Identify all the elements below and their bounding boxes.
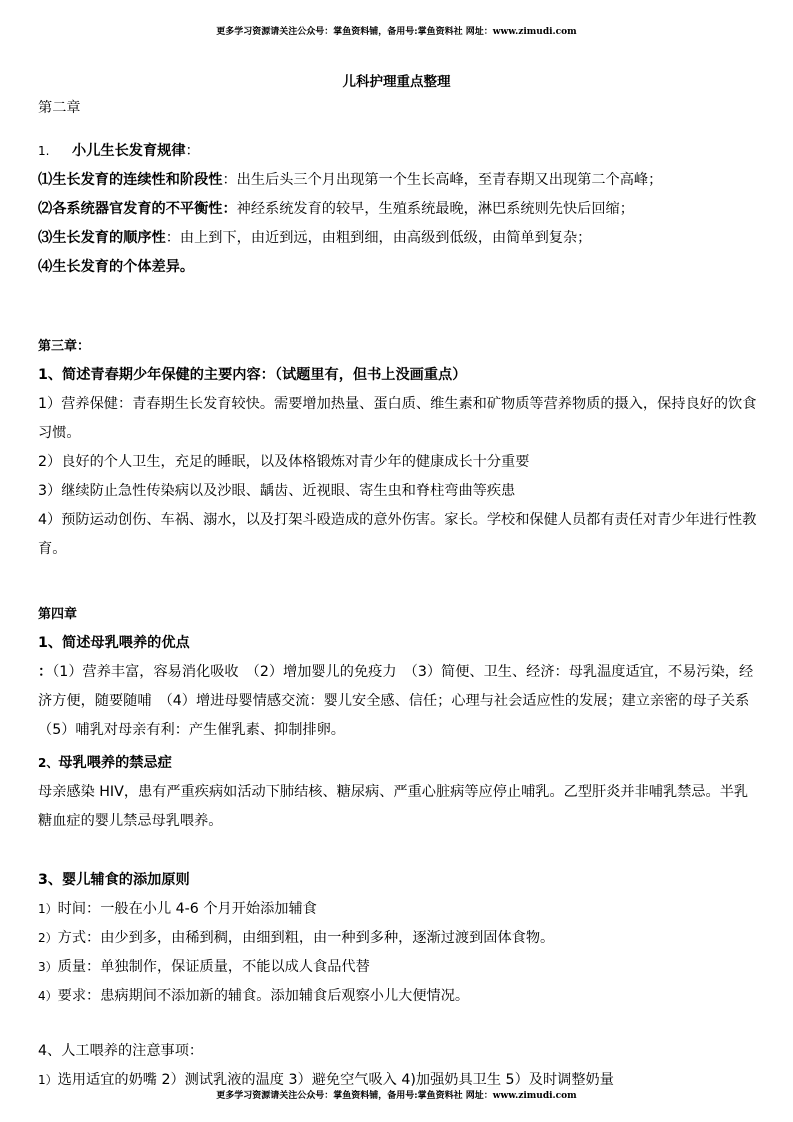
ch3-item-4: 4）预防运动创伤、车祸、溺水，以及打架斗殴造成的意外伤害。家长。学校和保健人员都有责任对青少年进行性教育。: [38, 512, 757, 557]
ch4-q3-item-3-number: 3）: [38, 960, 58, 974]
ch2-item-4: [38, 253, 762, 282]
ch4-question-1: 1、简述母乳喂养的优点: [38, 635, 190, 651]
ch2-item-1: [38, 166, 762, 195]
ch3-item-2: 2）良好的个人卫生，充足的睡眠，以及体格锻炼对青少年的健康成长十分重要: [38, 454, 530, 470]
ch2-q1-colon: ：: [185, 143, 200, 159]
ch4-q3-item-4: [38, 982, 762, 1011]
ch2-item-3-label: ⑶生长发育的顺序性: [38, 230, 166, 246]
header-banner: 更多学习资源请关注公众号：掌鱼资料铺，备用号:掌鱼资料社 网址：www.zimudi.com: [216, 27, 577, 37]
ch4-q3-item-1-number: 1）: [38, 902, 58, 916]
ch2-item-2-label: ⑵各系统器官发育的不平衡性：: [38, 201, 237, 217]
ch2-item-3-text: ：由上到下，由近到远，由粗到细，由高级到低级，由简单到复杂；: [165, 230, 592, 246]
ch2-q1-title: 小儿生长发育规律: [72, 143, 186, 159]
ch4-q1-text: （1）营养丰富，容易消化吸收 （2）增加婴儿的免疫力 （3）简便、卫生、经济：母乳温度适宜，不易污染，经济方便，随要随哺 （4）增进母婴情感交流：婴儿安全感、信任；心理与社会适应性的发展；建立亲密的母子关系 （5）哺乳对母亲有利：产生催乳素、抑制排卵。: [38, 664, 764, 738]
chapter-2-heading: 第二章: [38, 100, 81, 116]
ch4-q2-answer: 母亲感染 HIV，患有严重疾病如活动下肺结核、糖尿病、严重心脏病等应停止哺乳。乙型肝炎并非哺乳禁忌。半乳糖血症的婴儿禁忌母乳喂养。: [38, 784, 749, 829]
ch4-q3-item-4-number: 4）: [38, 989, 58, 1003]
ch4-q4-text: 选用适宜的奶嘴 2）测试乳液的温度 3）避免空气吸入 4)加强奶具卫生 5）及时调整奶量: [57, 1072, 614, 1088]
document-title: 儿科护理重点整理: [342, 74, 451, 90]
ch2-question-1: [38, 137, 762, 166]
ch2-item-3: [38, 224, 762, 253]
ch4-question-3: 3、婴儿辅食的添加原则: [38, 872, 190, 888]
ch3-question-1: 1、简述青春期少年保健的主要内容：（试题里有，但书上没画重点）: [38, 367, 467, 383]
ch2-q1-number: 1.: [38, 144, 50, 158]
ch3-item-1: 1）营养保健：青春期生长发育较快。需要增加热量、蛋白质、维生素和矿物质等营养物质的摄入，保持良好的饮食习惯。: [38, 396, 757, 441]
ch2-item-2: [38, 195, 762, 224]
ch4-q3-item-3-text: 质量：单独制作，保证质量，不能以成人食品代替: [57, 959, 370, 975]
chapter-4-heading: 第四章: [38, 607, 78, 622]
ch4-question-2: [38, 749, 762, 778]
ch3-item-3: 3）继续防止急性传染病以及沙眼、龋齿、近视眼、寄生虫和脊柱弯曲等疾患: [38, 483, 516, 499]
ch4-q2-number: 2、: [38, 756, 59, 770]
ch4-q3-item-2: [38, 924, 762, 953]
ch4-q2-title: 母乳喂养的禁忌症: [58, 755, 172, 771]
ch4-q3-item-1-text: 时间：一般在小儿 4-6 个月开始添加辅食: [57, 901, 317, 917]
ch4-q3-item-3: [38, 953, 762, 982]
document-body: [38, 94, 762, 1095]
ch4-q4-number: 1）: [38, 1073, 58, 1087]
ch4-q1-colon: ：: [38, 664, 53, 680]
ch2-item-4-label: ⑷生长发育的个体差异。: [38, 259, 195, 275]
ch4-q3-item-2-number: 2）: [38, 931, 58, 945]
ch2-item-1-label: ⑴生长发育的连续性和阶段性: [38, 172, 223, 188]
ch4-q1-answer: [38, 658, 762, 745]
chapter-3-heading: 第三章：: [38, 339, 91, 354]
ch2-item-2-text: 神经系统发育的较早，生殖系统最晚，淋巴系统则先快后回缩；: [236, 201, 634, 217]
ch4-q3-item-4-text: 要求：患病期间不添加新的辅食。添加辅食后观察小儿大便情况。: [57, 988, 470, 1004]
ch4-q3-item-2-text: 方式：由少到多，由稀到稠，由细到粗，由一种到多种，逐渐过渡到固体食物。: [57, 930, 555, 946]
ch4-question-4: 4、人工喂养的注意事项：: [38, 1043, 204, 1059]
footer-banner: 更多学习资源请关注公众号：掌鱼资料铺，备用号:掌鱼资料社 网址：www.zimudi.com: [216, 1091, 577, 1101]
ch2-item-1-text: ：出生后头三个月出现第一个生长高峰，至青春期又出现第二个高峰；: [222, 172, 663, 188]
ch4-q3-item-1: [38, 895, 762, 924]
